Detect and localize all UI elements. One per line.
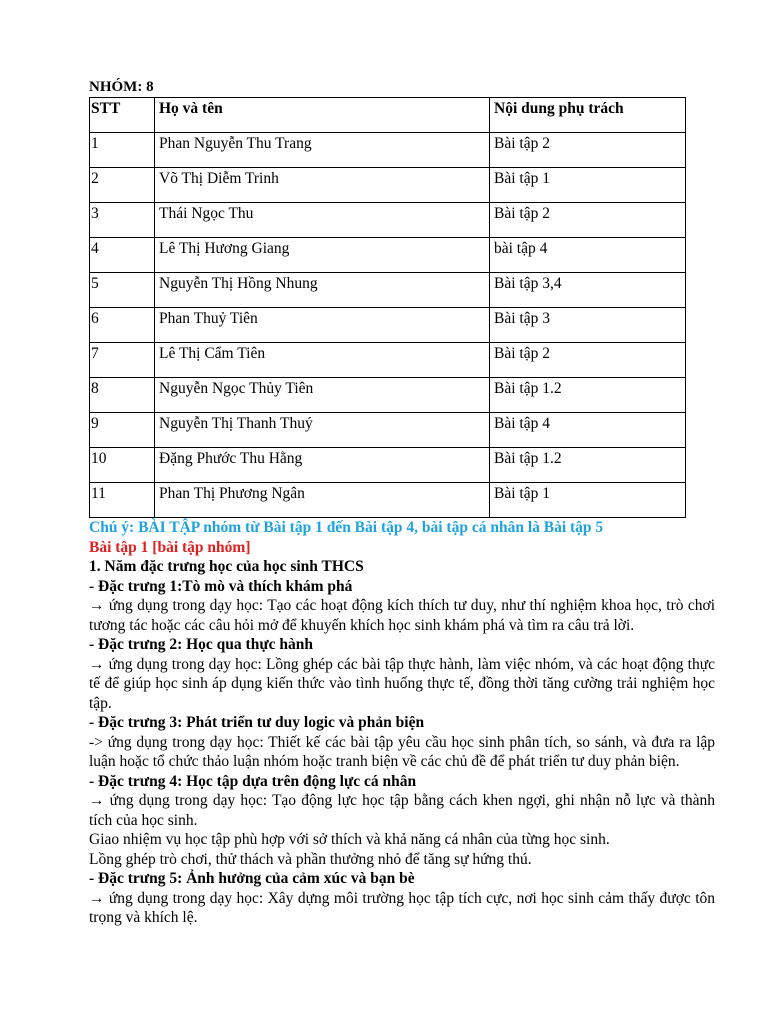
cell-task: Bài tập 2	[490, 133, 686, 168]
document-body	[89, 518, 715, 928]
cell-task: Bài tập 2	[490, 203, 686, 238]
section-heading: 1. Năm đặc trưng học của học sinh THCS	[89, 558, 364, 575]
cell-stt: 1	[90, 133, 155, 168]
table-row	[90, 203, 686, 238]
trait-paragraph: → ứng dụng trong dạy học: Xây dựng môi trường học tập tích cực, nơi học sinh cảm thấy được tôn trọng và khích lệ.	[89, 889, 715, 926]
trait-paragraph: Lồng ghép trò chơi, thử thách và phần thưởng nhỏ để tăng sự hứng thú.	[89, 850, 532, 868]
cell-stt: 3	[90, 203, 155, 238]
trait-heading: - Đặc trưng 5: Ảnh hưởng của cảm xúc và bạn bè	[89, 870, 415, 887]
trait-paragraph: → ứng dụng trong dạy học: Lồng ghép các bài tập thực hành, làm việc nhóm, và các hoạt động thực tế để giúp học sinh áp dụng kiến thức vào tình huống thực tế, đồng thời tăng cường trải nghiệm học tập.	[89, 655, 715, 712]
cell-task: Bài tập 1.2	[490, 448, 686, 483]
cell-name: Thái Ngọc Thu	[155, 203, 490, 238]
cell-task: Bài tập 1	[490, 483, 686, 518]
cell-task: Bài tập 4	[490, 413, 686, 448]
cell-stt: 2	[90, 168, 155, 203]
table-row	[90, 448, 686, 483]
trait-heading: - Đặc trưng 1:Tò mò và thích khám phá	[89, 577, 353, 595]
trait-paragraph: -> ứng dụng trong dạy học: Thiết kế các bài tập yêu cầu học sinh phân tích, so sánh, và đưa ra lập luận hoặc tổ chức thảo luận nhóm hoặc tranh biện về các chủ đề để phát triển tư duy phản biện.	[89, 733, 715, 770]
table-row	[90, 133, 686, 168]
table-row	[90, 483, 686, 518]
cell-task: Bài tập 1.2	[490, 378, 686, 413]
cell-stt: 7	[90, 343, 155, 378]
cell-task: bài tập 4	[490, 238, 686, 273]
cell-task: Bài tập 3,4	[490, 273, 686, 308]
table-header-row	[90, 98, 686, 133]
header-name: Họ và tên	[155, 98, 490, 133]
cell-name: Phan Thị Phương Ngân	[155, 483, 490, 518]
table-row	[90, 308, 686, 343]
cell-stt: 9	[90, 413, 155, 448]
cell-stt: 5	[90, 273, 155, 308]
cell-name: Phan Nguyễn Thu Trang	[155, 133, 490, 168]
cell-name: Lê Thị Hương Giang	[155, 238, 490, 273]
cell-name: Lê Thị Cẩm Tiên	[155, 343, 490, 378]
trait-heading: - Đặc trưng 4: Học tập dựa trên động lực cá nhân	[89, 772, 417, 790]
cell-task: Bài tập 1	[490, 168, 686, 203]
cell-task: Bài tập 2	[490, 343, 686, 378]
cell-name: Võ Thị Diễm Trinh	[155, 168, 490, 203]
trait-paragraph: Giao nhiệm vụ học tập phù hợp với sở thích và khả năng cá nhân của từng học sinh.	[89, 831, 610, 848]
cell-stt: 8	[90, 378, 155, 413]
table-row	[90, 238, 686, 273]
table-row	[90, 273, 686, 308]
cell-name: Nguyễn Thị Hồng Nhung	[155, 273, 490, 308]
cell-name: Nguyễn Ngọc Thủy Tiên	[155, 378, 490, 413]
traits-list	[89, 577, 715, 928]
table-row	[90, 168, 686, 203]
trait-paragraph: → ứng dụng trong dạy học: Tạo động lực học tập bằng cách khen ngợi, ghi nhận nỗ lực và thành tích của học sinh.	[89, 792, 715, 829]
exercise-title: Bài tập 1 [bài tập nhóm]	[89, 538, 251, 556]
table-row	[90, 378, 686, 413]
header-task: Nội dung phụ trách	[490, 98, 686, 133]
cell-stt: 11	[90, 483, 155, 518]
header-stt: STT	[90, 98, 155, 133]
cell-stt: 10	[90, 448, 155, 483]
trait-heading: - Đặc trưng 3: Phát triển tư duy logic và phản biện	[89, 714, 425, 731]
table-row	[90, 343, 686, 378]
table-row	[90, 413, 686, 448]
cell-stt: 6	[90, 308, 155, 343]
trait-heading: - Đặc trưng 2: Học qua thực hành	[89, 636, 313, 653]
document-page	[89, 78, 715, 928]
trait-paragraph: → ứng dụng trong dạy học: Tạo các hoạt động kích thích tư duy, như thí nghiệm khoa học, trò chơi tương tác hoặc các câu hỏi mở để khuyến khích học sinh khám phá và tìm ra câu trả lời.	[89, 597, 715, 634]
cell-stt: 4	[90, 238, 155, 273]
cell-task: Bài tập 3	[490, 308, 686, 343]
group-label: NHÓM: 8	[89, 79, 154, 95]
cell-name: Nguyễn Thị Thanh Thuý	[155, 413, 490, 448]
member-table	[89, 97, 686, 518]
cell-name: Phan Thuỷ Tiên	[155, 308, 490, 343]
note-text: Chú ý: BÀI TẬP nhóm từ Bài tập 1 đến Bài tập 4, bài tập cá nhân là Bài tập 5	[89, 519, 604, 536]
cell-name: Đặng Phước Thu Hằng	[155, 448, 490, 483]
